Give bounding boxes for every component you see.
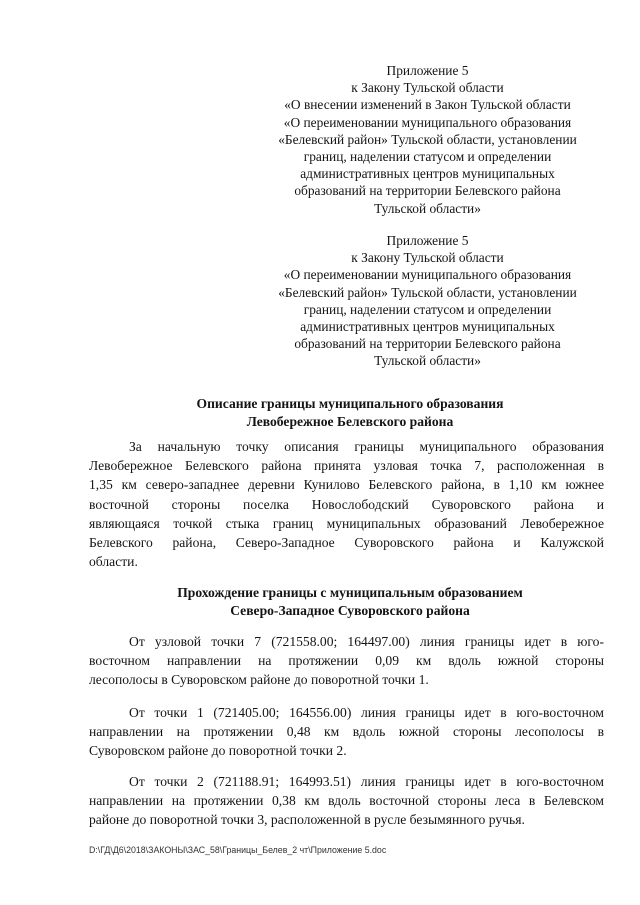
- appendix-line: административных центров муниципальных: [300, 319, 555, 335]
- paragraph-line: Левобережное Белевского района принята узловая точка 7, расположенная в: [89, 458, 604, 474]
- paragraph-line: направлении на протяжении 0,38 км вдоль восточной стороны леса в Белевском: [89, 793, 604, 809]
- paragraph-line: восточном направлении на протяжении 0,09 км вдоль южной стороны: [89, 653, 604, 669]
- point-paragraph: [89, 703, 604, 761]
- appendix-line: Приложение 5: [386, 233, 469, 248]
- paragraph-line: Белевского района, Северо-Западное Суворовского района и Калужской: [89, 535, 604, 551]
- paragraph-line: восточной стороны поселка Новослободский Суворовского района и: [89, 496, 604, 512]
- appendix-line: Тульской области»: [374, 200, 481, 216]
- appendix-line: Тульской области»: [374, 353, 481, 369]
- paragraph-line: Суворовском районе до поворотной точки 2.: [89, 743, 347, 759]
- appendix-line: «О переименовании муниципального образования: [283, 267, 572, 283]
- appendix-line: Приложение 5: [386, 63, 469, 78]
- paragraph-line: области.: [89, 554, 138, 570]
- point-paragraph: [89, 772, 604, 830]
- paragraph-line: От узловой точки 7 (721558.00; 164497.00) линия границы идет в юго-: [129, 634, 604, 649]
- paragraph-line: От точки 1 (721405.00; 164556.00) линия границы идет в юго-восточном: [129, 705, 604, 720]
- appendix-header-original: [240, 232, 615, 370]
- appendix-line: «Белевский район» Тульской области, установлении: [278, 284, 577, 300]
- appendix-header-current: [240, 62, 615, 217]
- appendix-line: к Закону Тульской области: [351, 250, 504, 266]
- intro-paragraph: [89, 437, 604, 571]
- paragraph-line: являющаяся точкой стыка границ муниципальных образований Левобережное: [89, 515, 604, 531]
- section-title-line: Левобережное Белевского района: [246, 414, 454, 429]
- appendix-line: административных центров муниципальных: [300, 166, 555, 182]
- point-paragraph: [89, 632, 604, 690]
- subsection-title-line: Прохождение границы с муниципальным образованием: [177, 585, 523, 600]
- subsection-title: [60, 584, 640, 620]
- paragraph-line: лесополосы в Суворовском районе до поворотной точки 1.: [89, 672, 429, 688]
- appendix-line: границ, наделении статусом и определении: [303, 301, 552, 317]
- appendix-line: «О переименовании муниципального образования: [283, 114, 572, 130]
- section-title: [60, 395, 640, 431]
- appendix-line: «Белевский район» Тульской области, установлении: [278, 131, 577, 147]
- paragraph-line: 1,35 км северо-западнее деревни Кунилово Белевского района, в 1,10 км южнее: [89, 477, 604, 493]
- appendix-line: образований на территории Белевского района: [294, 336, 561, 352]
- file-path-footer: D:\ГД\Д6\2018\ЗАКОНЫ\ЗАС_58\Границы_Белев_2 чт\Приложение 5.doc: [89, 845, 387, 855]
- subsection-title-line: Северо-Западное Суворовского района: [230, 603, 470, 618]
- paragraph-line: От точки 2 (721188.91; 164993.51) линия границы идет в юго-восточном: [129, 774, 604, 789]
- appendix-line: границ, наделении статусом и определении: [303, 149, 552, 165]
- paragraph-line: За начальную точку описания границы муниципального образования: [129, 439, 604, 454]
- appendix-line: образований на территории Белевского района: [294, 183, 561, 199]
- paragraph-line: районе до поворотной точки 3, расположенной в русле безымянного ручья.: [89, 812, 525, 828]
- section-title-line: Описание границы муниципального образования: [196, 396, 504, 411]
- appendix-line: к Закону Тульской области: [351, 80, 504, 96]
- appendix-line: «О внесении изменений в Закон Тульской области: [284, 97, 571, 113]
- paragraph-line: направлении на протяжении 0,48 км вдоль южной стороны лесополосы в: [89, 724, 604, 740]
